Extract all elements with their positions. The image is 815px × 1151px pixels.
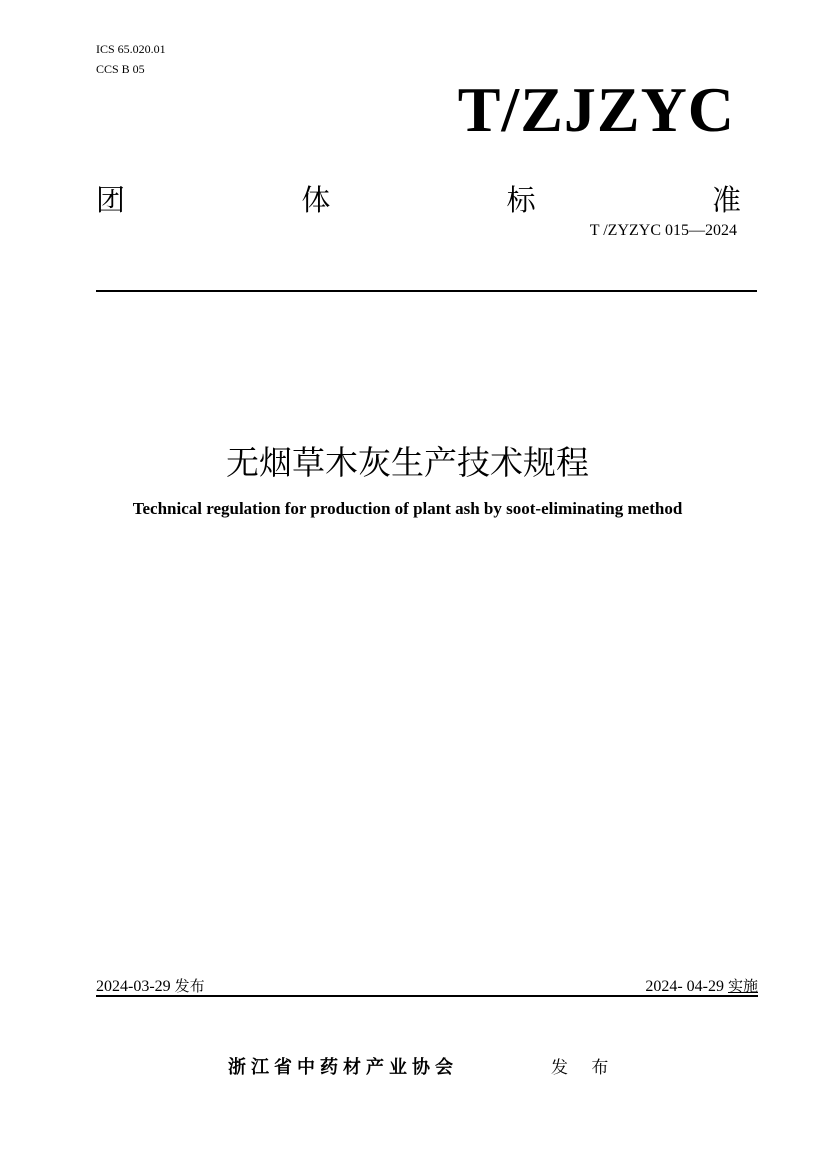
header-divider	[96, 290, 757, 292]
standard-type	[96, 180, 741, 220]
ics-code: ICS 65.020.01	[96, 42, 166, 56]
standard-code-title: T/ZJZYC	[457, 74, 735, 145]
implement-date-block	[645, 976, 758, 997]
implement-label: 实施	[727, 977, 758, 995]
publisher-name: 浙江省中药材产业协会	[228, 1057, 458, 1078]
publish-label: 发 布	[551, 1058, 618, 1078]
footer-divider	[96, 995, 758, 997]
issue-date-block	[96, 976, 205, 997]
date-row	[96, 976, 758, 996]
implement-date: 2024- 04-29	[645, 978, 724, 995]
standard-number: T /ZYZYC 015—2024	[589, 222, 737, 239]
document-title-chinese: 无烟草木灰生产技术规程	[226, 443, 589, 482]
standard-type-char: 团	[96, 183, 126, 217]
standard-type-char: 体	[301, 183, 331, 217]
standard-type-char: 标	[506, 183, 536, 217]
issue-label: 发布	[174, 977, 205, 995]
issue-date: 2024-03-29	[96, 978, 171, 995]
document-title-english: Technical regulation for production of plant ash by soot-eliminating method	[132, 499, 683, 518]
standard-type-char: 准	[711, 183, 741, 217]
ccs-code: CCS B 05	[96, 62, 145, 76]
